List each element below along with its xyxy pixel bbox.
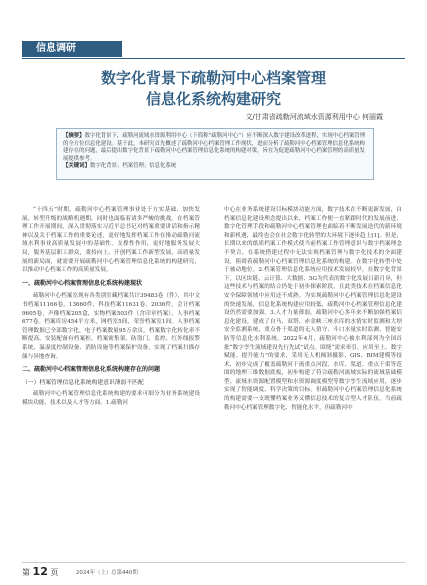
subsection-heading: （一）档案管理信息化系统构建意识薄弱不匹配	[22, 379, 144, 386]
page-footer	[0, 562, 427, 585]
abstract-text: 数字化背景下，疏勒河流域水资源利用中心（下简称“疏勒河中心”）应不断深入数字建设改革进程，实现中心档案管理的全方位信息化建设。基于此，本研究首先概述了疏勒河中心档案管理工作现状，进而分析了疏勒河中心档案管理信息化系统构建存在的问题，最后提出数字化背景下疏勒河中心档案管理信息化系统的构建对策，旨在为促进疏勒河中心档案管理的高质量发展提供参考。	[63, 133, 366, 162]
section-divider	[22, 58, 405, 59]
body-paragraph: “十四五”时期，疏勒河中心档案管理事业处于方实基础、加快发展、转型升级的战略机遇期，同时也面临着诸多严峻的挑战。在档案管理工作开展期间，深入贯彻落实习近平总书记对档案重要讲话和指示精神以及关于档案工作的重要论述，更好地发挥档案工作在推动疏勒河流域水利事业高质量发展中的基础性、支撑性作用，更好地服务发展大局，服务基层职工群众，秉持向上、开创档案工作新型发展、高质量发展的新局面，就需要开展疏勒河中心档案管理信息化系统的构建研究，以推动中心档案工作的高质量发展。	[22, 207, 200, 274]
left-column	[22, 206, 200, 556]
keywords-label: 【关键词】	[63, 163, 90, 170]
section-heading-2: 二、疏勒河中心档案管理信息化系统构建存在的问题	[22, 366, 161, 374]
body-paragraph: 中心在业务系统建设目标模块功能方面，数字技术在不断更新发展，自档案信息化建设理念提出以来，档案工作便一直紧跟时代的发展前进，数字化管理手段和疏勒河中心档案管理也面临着不断发展迭代的新环境和新机遇，最终也会在社会数字化转型的大环境下逐步趋上[1]。但是，长期以来的纸质档案工作模式使当前档案工作管理意识与数字档案理念不契合，在系统搭建过程中无法实现档案管理与数字化技术的全面建设，阻碍着疏勒河中心档案管理信息化系统的构建。在数字化转型中处于被动地位。2.档案管理信息化系统应用技术发展较早。在数字化背景下，以区块链、云计算、大数据、5G为代表的数字化发展日新月异，但这些技术与档案的结合仍处于初步探索阶段，且此类技术在档案信息化安全保障领域中应用还不成熟。为实现疏勒河中心档案管理信息化建设的快速发展，信息化系统构建应用较低，疏勒河中心档案管理信息化建设仍然需要加强。3.人才力量薄弱。疏勒河中心多年来不断加强档案信息化建设，建成了自马、双塔、赤金峡三座水库的水情实时监测和大坝安全监测系统，重点骨干渠道的无人值守、斗口水量实时监测、智能安防等信息化水利系统。2022年4月，疏勒河中心被水利部列为全国首批“数字孪生流域建设先行先试”试点。围绕“需求牵引、应用至上、数字赋能、提升能力”的要求，采用无人机倾斜摄影、GIS、BIM建模等技术，初步完成了覆盖疏勒河干流重点河段、水库、渠道、重点干渠等范围的地理三维数据底板，初步构建了符合疏勒河流域实际的流域基础模型、流域水资源配置模型和水资源调度模型等数字孪生流域应用，逐步实现了智能调度、科学决策的目标。但疏勒河中心档案管理信息化系统的构建需要一支既懂档案业务又懂信息技术的复合型人才队伍，当前疏勒河中心档案管理数字化、智能化水平，但疏勒河中	[224, 207, 402, 411]
section-heading-1: 一、疏勒河中心档案管理信息化系统构建现状	[22, 279, 143, 287]
body-paragraph: 疏勒河中心档案管理信息化系统构建的要求可细分为业务系统建设模块功能、技术以及人才等方面。1.疏勒河	[22, 391, 200, 406]
article-title-line1: 数字化背景下疏勒河中心档案管理	[100, 69, 326, 87]
footer-divider	[22, 562, 405, 563]
keywords-text: 数字化背景；档案管理；信息化系统	[89, 163, 177, 170]
page-number-value: 12	[32, 565, 48, 578]
right-column	[224, 206, 402, 556]
abstract-label: 【摘要】	[63, 133, 85, 139]
author-line: 文/甘肃省疏勒河流域水资源利用中心 何丽霞	[245, 113, 383, 121]
article-title-line2: 信息化系统构建研究	[145, 90, 281, 108]
abstract-box	[56, 128, 374, 180]
body-paragraph: 疏勒河中心档案室现有各类别室藏档案共计39483卷（件），其中文书档案11166卷，13660件，科技档案11631卷，2036件，会计档案9605卷，声像档案205盒，实物档案503件（含印章档案），人事档案677卷。档案库房454平方米，网档室5间，荣誉档案室1间。人事档案管理数据已全部数字化，电子档案数量95万余页，档案数字化转化率不断提高。安装配备有档案柜、档案密集架、防盗门、监控、红外线报警系统、温湿度控制设备、消防设施等档案保护设备。实现了档案扫描存储与异地查询。	[22, 293, 200, 360]
page-suffix: 页	[50, 568, 59, 577]
page-number	[22, 565, 58, 578]
keywords-paragraph	[63, 163, 367, 171]
page-label: 第	[22, 568, 30, 577]
issue-info: 2024年（上）总第440期	[76, 570, 138, 576]
section-tag: 信息调研	[22, 41, 122, 57]
abstract-paragraph	[63, 133, 367, 163]
